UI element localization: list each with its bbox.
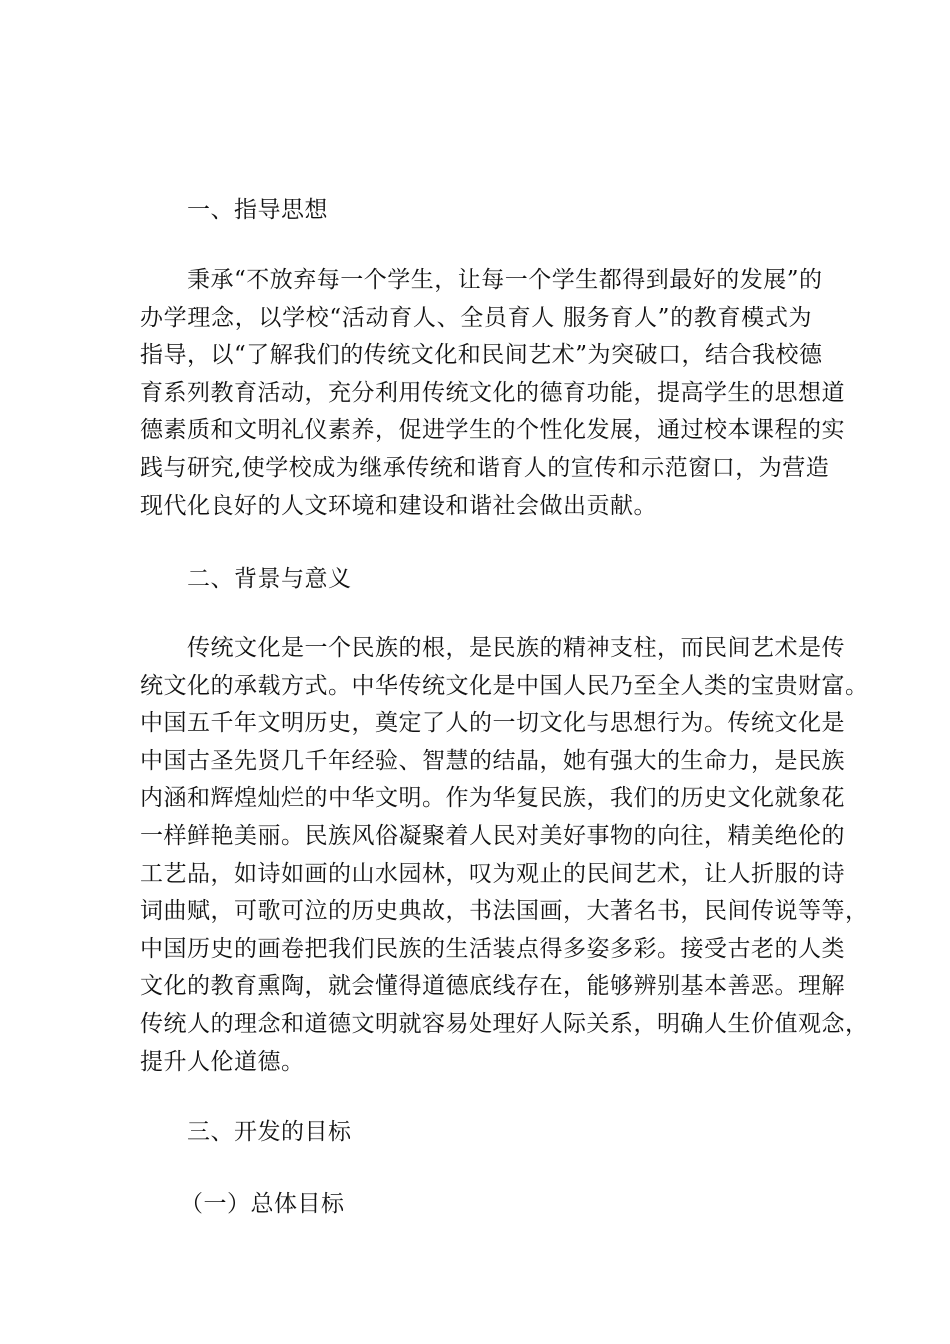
paragraph-line: 传统文化是一个民族的根，是民族的精神支柱，而民间艺术是传	[187, 635, 845, 661]
paragraph-line: 指导，以“了解我们的传统文化和民间艺术”为突破口，结合我校德	[140, 342, 823, 369]
paragraph-line: 现代化良好的人文环境和建设和谐社会做出贡献。	[140, 492, 657, 519]
paragraph-line: 德素质和文明礼仪素养，促进学生的个性化发展，通过校本课程的实	[140, 417, 845, 444]
section-heading-background: 二、背景与意义	[187, 566, 352, 592]
paragraph-line: 传统人的理念和道德文明就容易处理好人际关系，明确人生价值观念，	[140, 1010, 869, 1037]
paragraph-guiding-ideology	[140, 262, 845, 525]
paragraph-line: 办学理念，以学校“活动育人、全员育人 服务育人”的教育模式为	[140, 304, 812, 331]
paragraph-line: 践与研究,使学校成为继承传统和谐育人的宣传和示范窗口，为营造	[140, 454, 830, 481]
paragraph-line: 中国历史的画卷把我们民族的生活装点得多姿多彩。接受古老的人类	[140, 935, 845, 962]
paragraph-line: 词曲赋，可歌可泣的历史典故，书法国画，大著名书，民间传说等等，	[140, 898, 869, 925]
subsection-heading-overall-goals: （一）总体目标	[180, 1191, 345, 1217]
paragraph-line: 工艺品，如诗如画的山水园林，叹为观止的民间艺术，让人折服的诗	[140, 860, 845, 887]
paragraph-line: 秉承“不放弃每一个学生，让每一个学生都得到最好的发展”的	[187, 267, 823, 293]
paragraph-line: 中国五千年文明历史，奠定了人的一切文化与思想行为。传统文化是	[140, 710, 845, 737]
paragraph-line: 文化的教育熏陶，就会懂得道德底线存在，能够辨别基本善恶。理解	[140, 973, 845, 1000]
paragraph-line: 统文化的承载方式。中华传统文化是中国人民乃至全人类的宝贵财富。	[140, 672, 869, 699]
section-heading-goals: 三、开发的目标	[187, 1119, 352, 1145]
section-heading-guiding-ideology: 一、指导思想	[187, 197, 328, 223]
paragraph-line: 提升人伦道德。	[140, 1048, 305, 1075]
paragraph-background	[140, 630, 869, 1081]
paragraph-line: 一样鲜艳美丽。民族风俗凝聚着人民对美好事物的向往，精美绝伦的	[140, 822, 845, 849]
paragraph-line: 中国古圣先贤几千年经验、智慧的结晶，她有强大的生命力，是民族	[140, 747, 845, 774]
paragraph-line: 育系列教育活动，充分利用传统文化的德育功能，提高学生的思想道	[140, 379, 845, 406]
paragraph-line: 内涵和辉煌灿烂的中华文明。作为华复民族，我们的历史文化就象花	[140, 785, 845, 812]
